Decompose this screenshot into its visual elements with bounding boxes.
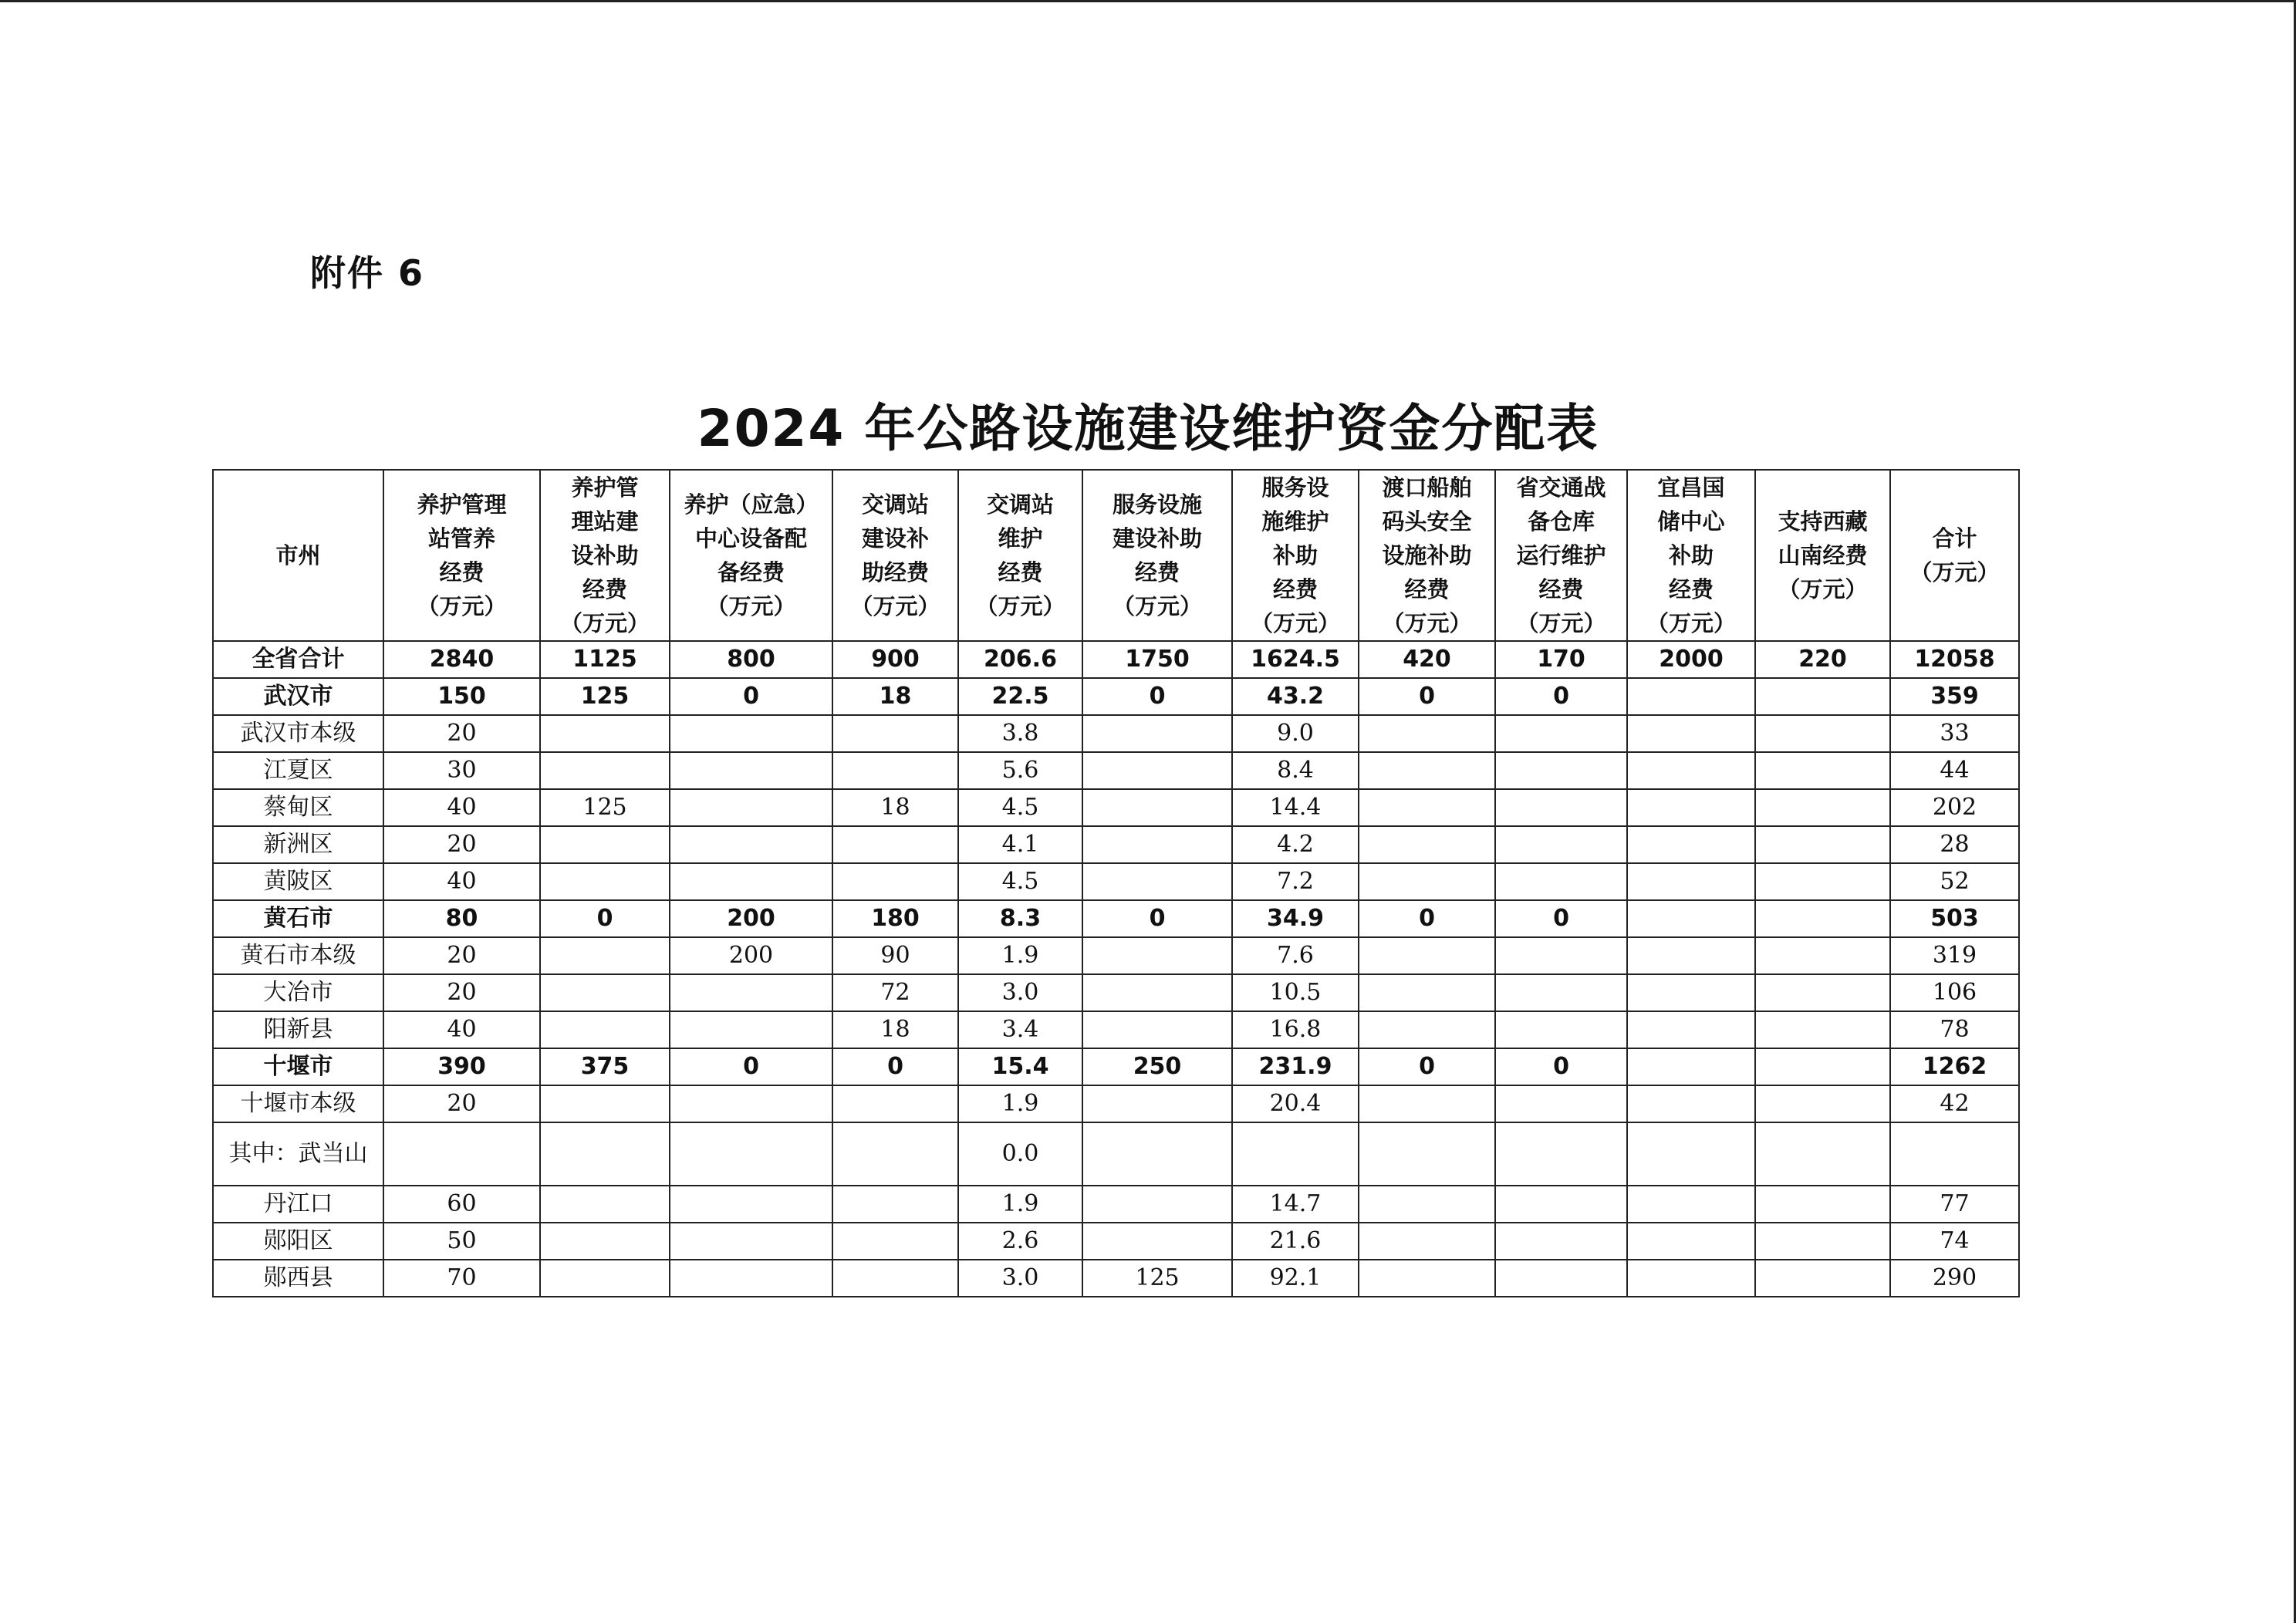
region-name-cell: 丹江口 <box>213 1186 383 1223</box>
value-cell: 40 <box>383 789 540 826</box>
value-cell: 900 <box>832 641 958 678</box>
value-cell: 18 <box>832 789 958 826</box>
value-cell: 4.5 <box>958 789 1082 826</box>
value-cell <box>1082 1223 1232 1260</box>
table-body <box>213 641 2019 1297</box>
region-name-cell: 黄石市本级 <box>213 937 383 974</box>
table-row <box>213 752 2019 789</box>
value-cell <box>1755 789 1890 826</box>
value-cell <box>1755 1260 1890 1297</box>
value-cell: 1.9 <box>958 1085 1082 1122</box>
value-cell <box>1627 715 1755 752</box>
header-row <box>213 470 2019 641</box>
value-cell: 1262 <box>1890 1048 2019 1085</box>
header-cell: 宜昌国 储中心 补助 经费 （万元） <box>1627 470 1755 641</box>
value-cell <box>832 1122 958 1186</box>
value-cell <box>540 1122 670 1186</box>
value-cell: 359 <box>1890 678 2019 715</box>
value-cell <box>1755 1011 1890 1048</box>
value-cell <box>1755 678 1890 715</box>
region-name-cell: 蔡甸区 <box>213 789 383 826</box>
value-cell: 4.5 <box>958 863 1082 900</box>
value-cell: 43.2 <box>1232 678 1359 715</box>
value-cell <box>1495 1011 1627 1048</box>
value-cell <box>540 974 670 1011</box>
table-row <box>213 1011 2019 1048</box>
value-cell: 30 <box>383 752 540 789</box>
table-row <box>213 1186 2019 1223</box>
value-cell <box>1495 1223 1627 1260</box>
allocation-table <box>212 469 2020 1297</box>
value-cell: 18 <box>832 678 958 715</box>
value-cell <box>1495 863 1627 900</box>
value-cell <box>1627 752 1755 789</box>
value-cell: 125 <box>1082 1260 1232 1297</box>
value-cell <box>1890 1122 2019 1186</box>
value-cell: 0 <box>540 900 670 937</box>
value-cell: 12058 <box>1890 641 2019 678</box>
value-cell <box>670 826 832 863</box>
header-cell: 合计 （万元） <box>1890 470 2019 641</box>
value-cell: 34.9 <box>1232 900 1359 937</box>
annex-label: 附件 6 <box>310 252 425 294</box>
value-cell <box>832 1085 958 1122</box>
table-row <box>213 789 2019 826</box>
value-cell: 5.6 <box>958 752 1082 789</box>
value-cell <box>1627 974 1755 1011</box>
value-cell <box>1627 863 1755 900</box>
value-cell <box>1627 937 1755 974</box>
value-cell: 70 <box>383 1260 540 1297</box>
value-cell <box>1082 715 1232 752</box>
value-cell <box>1495 974 1627 1011</box>
value-cell <box>540 1011 670 1048</box>
value-cell <box>832 826 958 863</box>
value-cell <box>1359 937 1495 974</box>
value-cell <box>1082 789 1232 826</box>
table-row <box>213 974 2019 1011</box>
value-cell: 150 <box>383 678 540 715</box>
value-cell <box>1359 974 1495 1011</box>
value-cell: 2.6 <box>958 1223 1082 1260</box>
value-cell <box>1359 1011 1495 1048</box>
value-cell <box>1755 1048 1890 1085</box>
value-cell: 52 <box>1890 863 2019 900</box>
value-cell <box>1627 1122 1755 1186</box>
value-cell <box>670 974 832 1011</box>
value-cell <box>1627 789 1755 826</box>
value-cell <box>1495 1186 1627 1223</box>
value-cell: 28 <box>1890 826 2019 863</box>
value-cell: 206.6 <box>958 641 1082 678</box>
value-cell <box>1627 1048 1755 1085</box>
value-cell: 10.5 <box>1232 974 1359 1011</box>
value-cell <box>1755 974 1890 1011</box>
value-cell: 40 <box>383 1011 540 1048</box>
summary-row <box>213 678 2019 715</box>
value-cell <box>1495 789 1627 826</box>
table-row <box>213 863 2019 900</box>
value-cell: 22.5 <box>958 678 1082 715</box>
header-cell: 渡口船舶 码头安全 设施补助 经费 （万元） <box>1359 470 1495 641</box>
value-cell <box>540 1085 670 1122</box>
value-cell <box>670 752 832 789</box>
region-name-cell: 黄陂区 <box>213 863 383 900</box>
value-cell <box>1359 826 1495 863</box>
region-name-cell: 郧西县 <box>213 1260 383 1297</box>
region-name-cell: 大冶市 <box>213 974 383 1011</box>
value-cell: 92.1 <box>1232 1260 1359 1297</box>
region-name-cell: 阳新县 <box>213 1011 383 1048</box>
value-cell <box>670 863 832 900</box>
value-cell <box>1495 1260 1627 1297</box>
value-cell: 170 <box>1495 641 1627 678</box>
value-cell <box>383 1122 540 1186</box>
value-cell: 420 <box>1359 641 1495 678</box>
table-row <box>213 1085 2019 1122</box>
value-cell: 200 <box>670 900 832 937</box>
value-cell <box>540 715 670 752</box>
value-cell <box>832 752 958 789</box>
value-cell <box>1627 1085 1755 1122</box>
value-cell: 20 <box>383 974 540 1011</box>
value-cell: 60 <box>383 1186 540 1223</box>
value-cell: 7.2 <box>1232 863 1359 900</box>
region-name-cell: 十堰市 <box>213 1048 383 1085</box>
value-cell: 42 <box>1890 1085 2019 1122</box>
value-cell <box>832 1223 958 1260</box>
value-cell: 74 <box>1890 1223 2019 1260</box>
value-cell: 1750 <box>1082 641 1232 678</box>
header-cell: 养护管 理站建 设补助 经费 （万元） <box>540 470 670 641</box>
header-cell: 服务设 施维护 补助 经费 （万元） <box>1232 470 1359 641</box>
value-cell <box>1359 789 1495 826</box>
value-cell: 8.4 <box>1232 752 1359 789</box>
value-cell: 20 <box>383 715 540 752</box>
value-cell <box>1755 826 1890 863</box>
table-row <box>213 1260 2019 1297</box>
value-cell: 20 <box>383 826 540 863</box>
value-cell <box>1082 1122 1232 1186</box>
page-top-edge <box>0 0 2296 2</box>
value-cell <box>1627 900 1755 937</box>
value-cell: 21.6 <box>1232 1223 1359 1260</box>
value-cell <box>832 863 958 900</box>
value-cell: 2000 <box>1627 641 1755 678</box>
value-cell: 0 <box>1359 678 1495 715</box>
value-cell <box>670 715 832 752</box>
summary-row <box>213 1048 2019 1085</box>
table-row <box>213 937 2019 974</box>
header-cell: 服务设施 建设补助 经费 （万元） <box>1082 470 1232 641</box>
table-row <box>213 1223 2019 1260</box>
header-cell: 支持西藏 山南经费 （万元） <box>1755 470 1890 641</box>
region-name-cell: 武汉市本级 <box>213 715 383 752</box>
region-name-cell: 江夏区 <box>213 752 383 789</box>
value-cell: 800 <box>670 641 832 678</box>
value-cell: 1.9 <box>958 1186 1082 1223</box>
table-row <box>213 1122 2019 1186</box>
value-cell <box>1359 1223 1495 1260</box>
value-cell: 0 <box>1495 1048 1627 1085</box>
value-cell: 78 <box>1890 1011 2019 1048</box>
header-cell: 省交通战 备仓库 运行维护 经费 （万元） <box>1495 470 1627 641</box>
value-cell <box>1755 937 1890 974</box>
value-cell: 20 <box>383 937 540 974</box>
value-cell: 375 <box>540 1048 670 1085</box>
value-cell <box>1082 1186 1232 1223</box>
value-cell: 106 <box>1890 974 2019 1011</box>
table-row <box>213 715 2019 752</box>
region-name-cell: 武汉市 <box>213 678 383 715</box>
value-cell <box>1495 715 1627 752</box>
value-cell <box>1755 900 1890 937</box>
value-cell <box>670 1260 832 1297</box>
value-cell <box>1359 863 1495 900</box>
value-cell: 0 <box>832 1048 958 1085</box>
value-cell <box>1082 937 1232 974</box>
value-cell <box>1082 752 1232 789</box>
value-cell: 14.7 <box>1232 1186 1359 1223</box>
value-cell <box>1495 937 1627 974</box>
value-cell <box>1495 1085 1627 1122</box>
value-cell <box>1627 1223 1755 1260</box>
value-cell: 20.4 <box>1232 1085 1359 1122</box>
value-cell: 44 <box>1890 752 2019 789</box>
value-cell <box>1359 1186 1495 1223</box>
value-cell <box>540 937 670 974</box>
value-cell: 290 <box>1890 1260 2019 1297</box>
value-cell <box>1627 826 1755 863</box>
value-cell <box>540 1186 670 1223</box>
value-cell: 2840 <box>383 641 540 678</box>
value-cell <box>1627 1186 1755 1223</box>
value-cell <box>1495 752 1627 789</box>
value-cell: 390 <box>383 1048 540 1085</box>
value-cell: 125 <box>540 678 670 715</box>
summary-row <box>213 641 2019 678</box>
value-cell: 0 <box>1082 900 1232 937</box>
value-cell <box>1755 863 1890 900</box>
value-cell <box>1359 1260 1495 1297</box>
value-cell: 14.4 <box>1232 789 1359 826</box>
value-cell <box>1359 715 1495 752</box>
value-cell: 1624.5 <box>1232 641 1359 678</box>
value-cell: 3.0 <box>958 1260 1082 1297</box>
value-cell: 3.4 <box>958 1011 1082 1048</box>
header-cell: 养护（应急） 中心设备配 备经费 （万元） <box>670 470 832 641</box>
region-name-cell: 十堰市本级 <box>213 1085 383 1122</box>
value-cell <box>540 1223 670 1260</box>
value-cell: 0 <box>670 1048 832 1085</box>
value-cell <box>1755 715 1890 752</box>
value-cell <box>540 863 670 900</box>
value-cell: 72 <box>832 974 958 1011</box>
value-cell: 3.0 <box>958 974 1082 1011</box>
value-cell <box>1232 1122 1359 1186</box>
value-cell <box>1495 1122 1627 1186</box>
summary-row <box>213 900 2019 937</box>
region-name-cell: 新洲区 <box>213 826 383 863</box>
value-cell: 0 <box>1495 678 1627 715</box>
value-cell: 231.9 <box>1232 1048 1359 1085</box>
value-cell: 4.2 <box>1232 826 1359 863</box>
value-cell: 18 <box>832 1011 958 1048</box>
header-cell: 交调站 维护 经费 （万元） <box>958 470 1082 641</box>
value-cell: 77 <box>1890 1186 2019 1223</box>
value-cell: 20 <box>383 1085 540 1122</box>
value-cell <box>1755 1223 1890 1260</box>
value-cell <box>1627 678 1755 715</box>
value-cell: 0 <box>1359 1048 1495 1085</box>
value-cell <box>1082 1085 1232 1122</box>
region-name-cell: 黄石市 <box>213 900 383 937</box>
value-cell: 180 <box>832 900 958 937</box>
value-cell <box>540 826 670 863</box>
region-name-cell: 郧阳区 <box>213 1223 383 1260</box>
value-cell: 220 <box>1755 641 1890 678</box>
value-cell: 200 <box>670 937 832 974</box>
value-cell <box>670 1085 832 1122</box>
value-cell: 16.8 <box>1232 1011 1359 1048</box>
header-cell: 养护管理 站管养 经费 （万元） <box>383 470 540 641</box>
value-cell <box>1755 752 1890 789</box>
value-cell <box>832 715 958 752</box>
value-cell: 50 <box>383 1223 540 1260</box>
value-cell <box>1082 863 1232 900</box>
value-cell: 0.0 <box>958 1122 1082 1186</box>
value-cell: 1.9 <box>958 937 1082 974</box>
value-cell <box>670 1122 832 1186</box>
value-cell <box>1359 1122 1495 1186</box>
value-cell: 4.1 <box>958 826 1082 863</box>
value-cell <box>1082 826 1232 863</box>
value-cell: 125 <box>540 789 670 826</box>
value-cell <box>1755 1085 1890 1122</box>
value-cell <box>1755 1186 1890 1223</box>
value-cell <box>670 1223 832 1260</box>
value-cell: 0 <box>670 678 832 715</box>
value-cell <box>1495 826 1627 863</box>
value-cell: 0 <box>1082 678 1232 715</box>
value-cell: 202 <box>1890 789 2019 826</box>
region-name-cell: 全省合计 <box>213 641 383 678</box>
value-cell <box>1082 1011 1232 1048</box>
value-cell: 40 <box>383 863 540 900</box>
header-cell: 市州 <box>213 470 383 641</box>
value-cell: 503 <box>1890 900 2019 937</box>
value-cell <box>670 1011 832 1048</box>
value-cell: 250 <box>1082 1048 1232 1085</box>
value-cell <box>540 752 670 789</box>
value-cell <box>832 1260 958 1297</box>
value-cell: 80 <box>383 900 540 937</box>
value-cell: 0 <box>1495 900 1627 937</box>
value-cell <box>1359 752 1495 789</box>
value-cell: 319 <box>1890 937 2019 974</box>
value-cell <box>1082 974 1232 1011</box>
header-cell: 交调站 建设补 助经费 （万元） <box>832 470 958 641</box>
value-cell <box>670 1186 832 1223</box>
document-title: 2024 年公路设施建设维护资金分配表 <box>697 399 1599 458</box>
value-cell <box>1359 1085 1495 1122</box>
value-cell <box>1627 1011 1755 1048</box>
value-cell: 1125 <box>540 641 670 678</box>
value-cell: 33 <box>1890 715 2019 752</box>
value-cell: 0 <box>1359 900 1495 937</box>
value-cell <box>832 1186 958 1223</box>
value-cell: 3.8 <box>958 715 1082 752</box>
value-cell <box>670 789 832 826</box>
value-cell <box>1627 1260 1755 1297</box>
value-cell: 9.0 <box>1232 715 1359 752</box>
value-cell: 7.6 <box>1232 937 1359 974</box>
value-cell: 15.4 <box>958 1048 1082 1085</box>
table-row <box>213 826 2019 863</box>
value-cell <box>1755 1122 1890 1186</box>
region-name-cell: 其中：武当山 <box>213 1122 383 1186</box>
value-cell: 8.3 <box>958 900 1082 937</box>
value-cell: 90 <box>832 937 958 974</box>
value-cell <box>540 1260 670 1297</box>
